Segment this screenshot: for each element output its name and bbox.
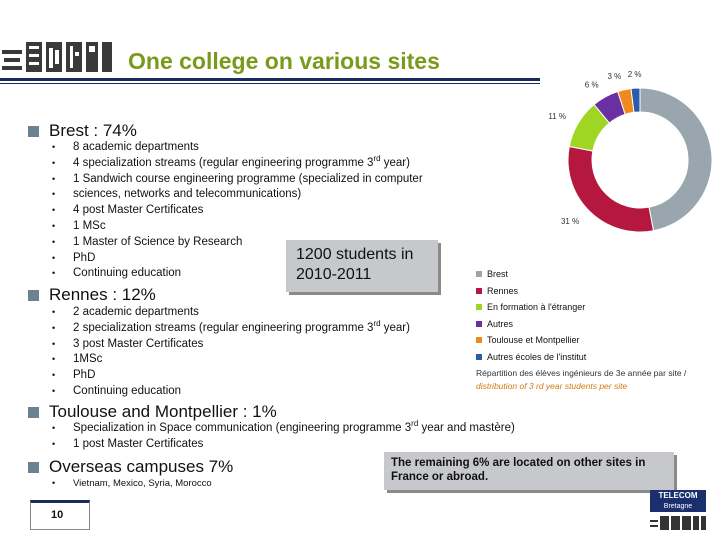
- list-item: • 3 post Master Certificates: [52, 337, 410, 353]
- section-heading: Rennes : 12%: [49, 285, 156, 304]
- square-bullet-icon: [28, 290, 39, 301]
- legend-swatch: [476, 354, 482, 360]
- section-rennes-heading: [28, 285, 156, 305]
- legend-item: [476, 299, 586, 316]
- brand-mark-icon: [650, 515, 706, 531]
- page-number: 10: [30, 500, 90, 530]
- square-bullet-icon: [28, 126, 39, 137]
- list-item: • Continuing education: [52, 266, 423, 282]
- donut-slice-1: [640, 88, 712, 231]
- section-overseas-list: [52, 476, 212, 492]
- legend-item: [476, 332, 586, 349]
- donut-slice-2: [568, 147, 653, 232]
- list-item: • 2 academic departments: [52, 305, 410, 321]
- brand-logo: [650, 490, 706, 512]
- section-heading: Overseas campuses 7%: [49, 457, 234, 476]
- distribution-donut-chart: [500, 55, 715, 255]
- school-logo: [2, 40, 114, 74]
- list-item: • 2 specialization streams (regular engineering programme 3rd year): [52, 321, 410, 337]
- list-item: • sciences, networks and telecommunications): [52, 187, 423, 203]
- donut-label-5: 3 %: [607, 72, 622, 82]
- donut-label-3: 11 %: [548, 112, 566, 122]
- donut-label-6: 2 %: [627, 70, 642, 80]
- legend-item: [476, 316, 586, 333]
- legend-item: [476, 266, 586, 283]
- list-item: • 1 Master of Science by Research: [52, 235, 423, 251]
- title-rule: [0, 78, 540, 81]
- legend-label: Brest: [487, 269, 509, 280]
- list-item: • 8 academic departments: [52, 140, 423, 156]
- list-item: • 1 Sandwich course engineering programme (specialized in computer: [52, 172, 423, 188]
- chart-caption-en: distribution of 3 rd year students per site: [476, 381, 628, 391]
- legend-swatch: [476, 321, 482, 327]
- legend-label: Toulouse et Montpellier: [487, 335, 580, 346]
- legend-swatch: [476, 288, 482, 294]
- list-item: • 1 post Master Certificates: [52, 437, 515, 453]
- section-brest-heading: [28, 121, 137, 141]
- donut-label-2: 31 %: [560, 216, 580, 226]
- list-item: • 4 post Master Certificates: [52, 203, 423, 219]
- section-heading: Brest : 74%: [49, 121, 137, 140]
- legend-label: Autres: [487, 318, 514, 329]
- legend-label: Autres écoles de l'institut: [487, 351, 587, 362]
- legend-label: En formation à l'étranger: [487, 302, 586, 313]
- brand-name: TELECOM: [658, 491, 698, 500]
- title-rule-thin: [0, 83, 540, 84]
- legend-item: [476, 349, 586, 366]
- list-item: • PhD: [52, 251, 423, 267]
- legend-swatch: [476, 271, 482, 277]
- square-bullet-icon: [28, 407, 39, 418]
- donut-label-4: 6 %: [584, 80, 599, 90]
- legend-swatch: [476, 337, 482, 343]
- list-item: • PhD: [52, 368, 410, 384]
- chart-legend: [476, 266, 586, 365]
- list-item: • 1 MSc: [52, 219, 423, 235]
- section-toulouse-heading: [28, 402, 277, 422]
- list-item: • 4 specialization streams (regular engineering programme 3rd year): [52, 156, 423, 172]
- list-item: • Specialization in Space communication (engineering programme 3rd year and mastère): [52, 421, 515, 437]
- legend-item: [476, 283, 586, 300]
- legend-label: Rennes: [487, 285, 519, 296]
- chart-caption-fr: Répartition des élèves ingénieurs de 3e année par site /: [476, 368, 687, 378]
- list-item: • Vietnam, Mexico, Syria, Morocco: [52, 476, 212, 492]
- section-toulouse-list: [52, 421, 515, 453]
- section-heading: Toulouse and Montpellier : 1%: [49, 402, 277, 421]
- square-bullet-icon: [28, 462, 39, 473]
- remaining-callout: The remaining 6% are located on other sites in France or abroad.: [384, 452, 674, 490]
- list-item: • 1MSc: [52, 352, 410, 368]
- page-title: One college on various sites: [128, 48, 440, 74]
- students-callout: 1200 students in 2010-2011: [286, 240, 438, 292]
- section-overseas-heading: [28, 457, 233, 477]
- legend-swatch: [476, 304, 482, 310]
- list-item: • Continuing education: [52, 384, 410, 400]
- brand-sub: Bretagne: [663, 503, 693, 510]
- section-rennes-list: [52, 305, 410, 400]
